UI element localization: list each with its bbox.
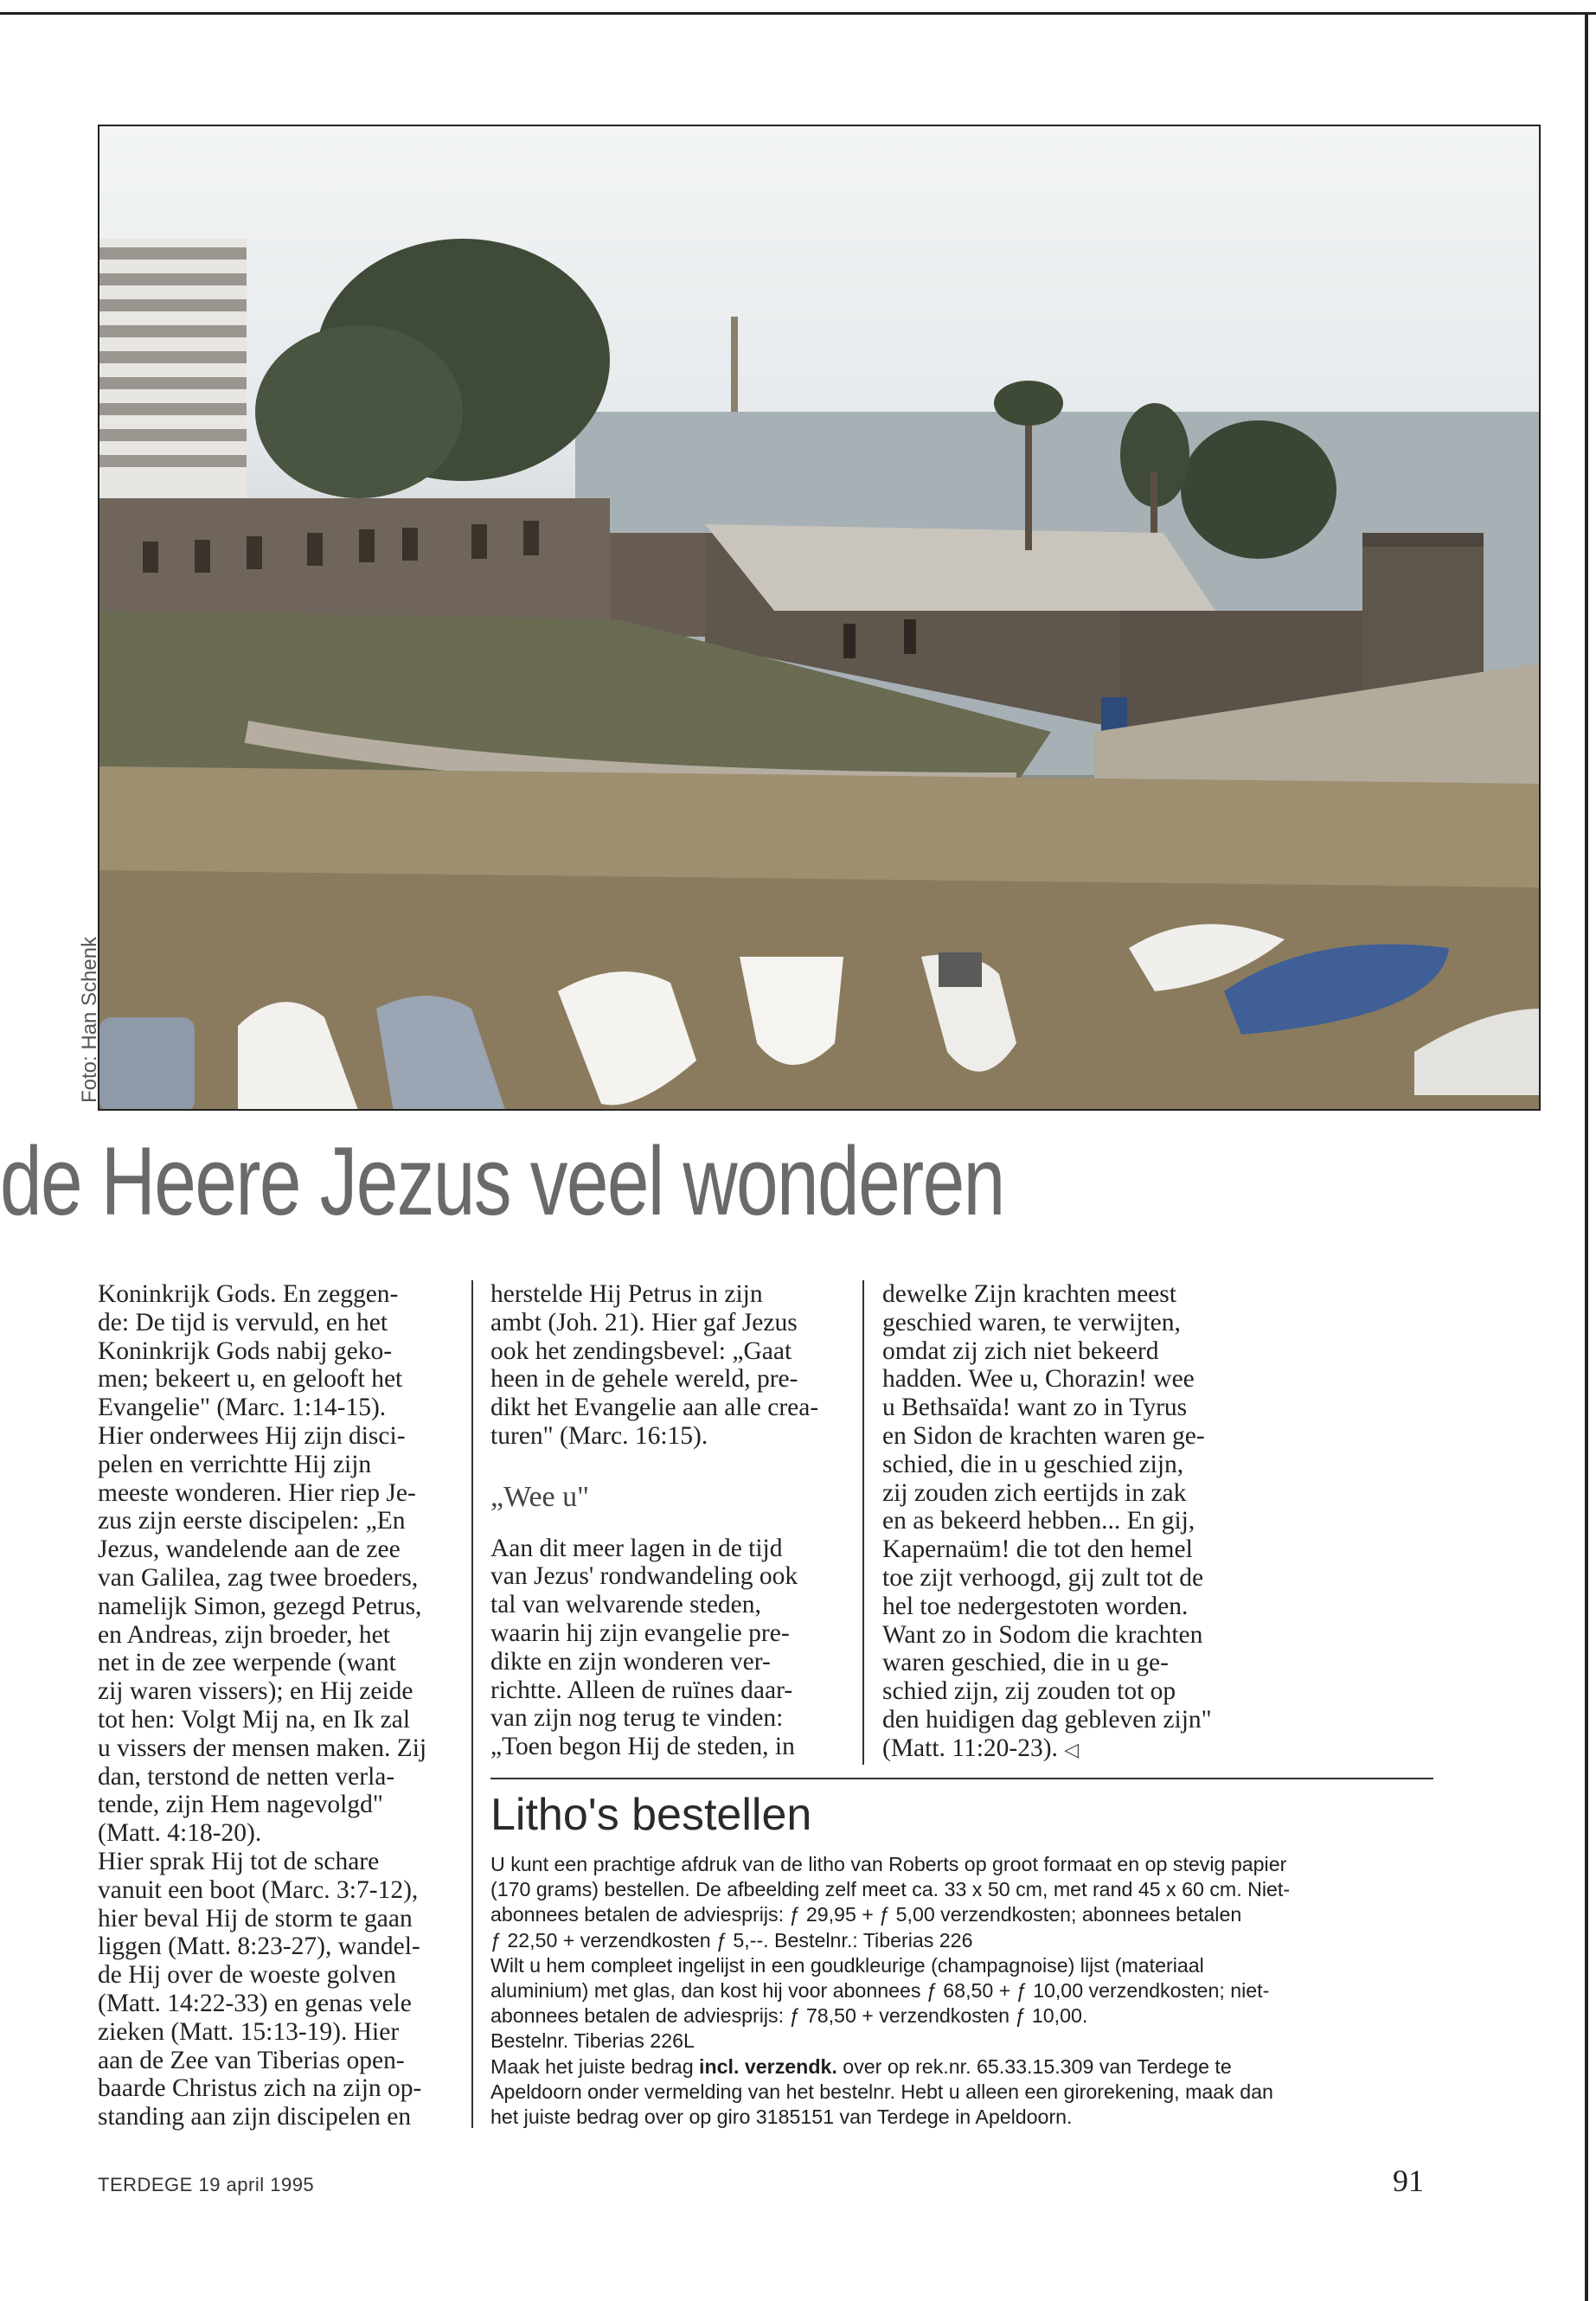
photo-tiberias-fortress: [98, 125, 1541, 1111]
order-box-body: [490, 1852, 1425, 2130]
column-divider-1: [471, 1280, 473, 2128]
page-number: 91: [1393, 2163, 1424, 2198]
hotel-building: [99, 239, 247, 498]
article-column-3: [882, 1280, 1246, 1766]
article-column-2: [490, 1280, 836, 1761]
footer-publication: TERDEGE 19 april 1995: [98, 2174, 315, 2195]
column-2-text-b: Aan dit meer lagen in de tijd van Jezus' rondwandeling ook tal van welvarende steden, waarin hij zijn evangelie pre- dikte en zijn wonderen ver- richtte. Alleen de ruïnes daar- van zijn nog terug te vinden: „Toen begon Hij de steden, in: [490, 1534, 798, 1761]
photo-illustration: [99, 126, 1541, 1111]
photo-credit: Foto: Han Schenk: [78, 936, 101, 1103]
column-3-text: [882, 1280, 1246, 1766]
payment-text-bold: incl. verzendk.: [699, 2054, 837, 2078]
order-paragraph-3: [490, 2054, 1425, 2131]
column-3-body: dewelke Zijn krachten meest geschied waren, te verwijten, omdat zij zich niet bekeerd hadden. Wee u, Chorazin! wee u Bethsaïda! want zo in Tyrus en Sidon de krachten waren ge- schied, die in u geschied zijn, zij zouden zich eertijds in zak en as bekeerd hebben... En gij, Kapernaüm! die tot den hemel toe zijt verhoogd, gij zult tot de hel toe nedergestoten worden. Want zo in Sodom die krachten waren geschied, die in u ge- schied zijn, zij zouden tot op den huidigen dag gebleven zijn" (Matt. 11:20-23).: [882, 1280, 1212, 1762]
article-column-1: [98, 1280, 452, 2131]
order-paragraph-2: Wilt u hem compleet ingelijst in een goudkleurige (champagnoise) lijst (materiaal aluminium) met glas, dan kost hij voor abonnees ƒ 68,50 + ƒ 10,00 verzendkosten; niet- abonnees betalen de adviesprijs: ƒ 78,50 + verzendkosten ƒ 10,00. Bestelnr. Tiberias 226L: [490, 1953, 1270, 2053]
box-top-rule: [490, 1778, 1433, 1779]
top-border: [0, 12, 1596, 15]
headline: de Heere Jezus veel wonderen: [0, 1127, 1004, 1235]
order-paragraph-1: U kunt een prachtige afdruk van de litho van Roberts op groot formaat en op stevig papier (170 grams) bestellen. De afbeelding zelf meet ca. 33 x 50 cm, met rand 45 x 60 cm. Niet- abonnees betalen de adviesprijs: ƒ 29,95 + ƒ 5,00 verzendkosten; abonnees betalen ƒ 22,50 + verzendkosten ƒ 5,--. Bestelnr.: Tiberias 226: [490, 1853, 1291, 1952]
order-box-title: Litho's bestellen: [490, 1790, 812, 1840]
column-2-text-a: herstelde Hij Petrus in zijn ambt (Joh. 21). Hier gaf Jezus ook het zendingsbevel: „Gaat heen in de gehele wereld, pre- dikt het Evangelie aan alle crea- turen" (Marc. 16:15).: [490, 1280, 819, 1450]
payment-text-start: Maak het juiste bedrag: [490, 2054, 700, 2078]
subheading-wee-u: „Wee u": [490, 1480, 590, 1513]
right-border: [1585, 12, 1588, 2301]
column-1-text: Koninkrijk Gods. En zeggen- de: De tijd is vervuld, en het Koninkrijk Gods nabij geko- men; bekeert u, en gelooft het Evangelie" (Marc. 1:14-15). Hier onderwees Hij zijn disci- pelen en verrichtte Hij zijn meeste wonderen. Hier riep Je- zus zijn eerste discipelen: „En Jezus, wandelende aan de zee van Galilea, zag twee broeders, namelijk Simon, gezegd Petrus, en Andreas, zijn broeder, het net in de zee werpende (want zij waren vissers); en Hij zeide tot hen: Volgt Mij na, en Ik zal u vissers der mensen maken. Zij dan, terstond de netten verla- tende, zijn Hem nagevolgd" (Matt. 4:18-20). Hier sprak Hij tot de schare vanuit een boot (Marc. 3:7-12), hier beval Hij de storm te gaan liggen (Matt. 8:23-27), wandel- de Hij over de woeste golven (Matt. 14:22-33) en genas vele zieken (Matt. 15:13-19). Hier aan de Zee van Tiberias open- baarde Christus zich na zijn op- standing aan zijn discipelen en: [98, 1280, 427, 2131]
payment-text-end: over op rek.nr. 65.33.15.309 van Terdege te Apeldoorn onder vermelding van het bestelnr. Hebt u alleen een girorekening, maak dan het juiste bedrag over op giro 3185151 van Terdege in Apeldoorn.: [490, 2054, 1273, 2129]
end-of-article-icon: ◁: [1064, 1739, 1080, 1761]
column-divider-2: [862, 1280, 864, 1765]
